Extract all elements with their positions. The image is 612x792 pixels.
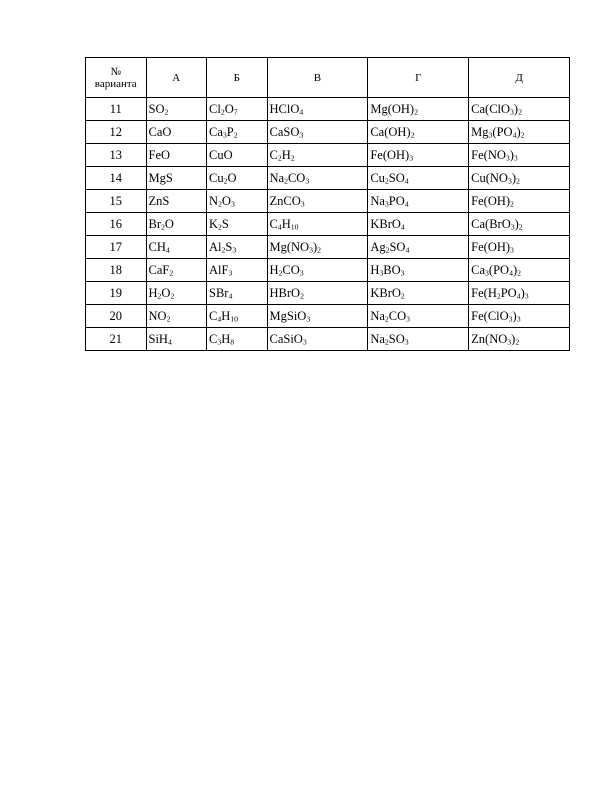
header-column-b: Б (207, 58, 268, 98)
formula-cell: $H_3BO_3$ (368, 259, 469, 282)
formula-cell: $Na_3PO_4$ (368, 190, 469, 213)
formula-cell: $C_4H_{10}$ (267, 213, 368, 236)
formula-cell: $SO_2$ (146, 98, 207, 121)
formula-cell: $Na_2CO_3$ (368, 305, 469, 328)
table-row (86, 167, 570, 190)
formula-cell: $Ca(BrO_3)_2$ (469, 213, 570, 236)
variant-number-cell: 13 (86, 144, 147, 167)
table-row (86, 328, 570, 351)
formula-cell: $CH_4$ (146, 236, 207, 259)
formula-cell: $Br_2O$ (146, 213, 207, 236)
formula-cell: $C_3H_8$ (207, 328, 268, 351)
formula-cell: $Ag_2SO_4$ (368, 236, 469, 259)
variant-number-cell: 16 (86, 213, 147, 236)
variant-number-cell: 20 (86, 305, 147, 328)
formula-cell: $Al_2S_3$ (207, 236, 268, 259)
number-symbol: № (110, 65, 121, 78)
variant-number-cell: 17 (86, 236, 147, 259)
formula-cell: $H_2CO_3$ (267, 259, 368, 282)
formula-cell: CaF$_2$ (146, 259, 207, 282)
formula-cell: $Cu_2SO_4$ (368, 167, 469, 190)
formula-cell: $Ca_3P_2$ (207, 121, 268, 144)
formula-cell: HBrO$_2$ (267, 282, 368, 305)
formula-cell: $Mg(OH)_2$ (368, 98, 469, 121)
formula-cell: $Mg_3(PO_4)_2$ (469, 121, 570, 144)
formula-cell: $Fe(NO_3)_3$ (469, 144, 570, 167)
formula-cell: $Ca_3(PO_4)_2$ (469, 259, 570, 282)
table-row (86, 144, 570, 167)
formula-cell: HClO$_4$ (267, 98, 368, 121)
formula-cell: $Mg(NO_3)_2$ (267, 236, 368, 259)
formula-cell: KBrO$_2$ (368, 282, 469, 305)
header-column-v: В (267, 58, 368, 98)
formula-cell: $H_2O_2$ (146, 282, 207, 305)
formula-cell: $Cu(NO_3)_2$ (469, 167, 570, 190)
number-label: варианта (94, 77, 137, 90)
header-column-a: А (146, 58, 207, 98)
formula-cell: $C_2H_2$ (267, 144, 368, 167)
table-row (86, 190, 570, 213)
formula-cell: $C_4H_{10}$ (207, 305, 268, 328)
formula-cell: CaSO$_3$ (267, 121, 368, 144)
formula-cell: $Na_2SO_3$ (368, 328, 469, 351)
variant-number-cell: 12 (86, 121, 147, 144)
header-variant-number (86, 58, 147, 98)
table-row (86, 213, 570, 236)
variant-number-cell: 19 (86, 282, 147, 305)
formula-cell: KBrO$_4$ (368, 213, 469, 236)
formula-cell: $NO_2$ (146, 305, 207, 328)
table-row (86, 305, 570, 328)
formula-cell: CaO (146, 121, 207, 144)
formula-cell: ZnCO$_3$ (267, 190, 368, 213)
formula-cell: SBr$_4$ (207, 282, 268, 305)
formula-cell: SiH$_4$ (146, 328, 207, 351)
formula-cell: FeO (146, 144, 207, 167)
variant-number-cell: 11 (86, 98, 147, 121)
formula-cell: $K_2S$ (207, 213, 268, 236)
variants-table (85, 57, 570, 351)
table-row (86, 282, 570, 305)
formula-cell: MgSiO$_3$ (267, 305, 368, 328)
formula-cell: $Cl_2O_7$ (207, 98, 268, 121)
header-column-g: Г (368, 58, 469, 98)
formula-cell: $Ca(ClO_3)_2$ (469, 98, 570, 121)
formula-cell: CuO (207, 144, 268, 167)
formula-cell: $Ca(OH)_2$ (368, 121, 469, 144)
formula-cell: AlF$_3$ (207, 259, 268, 282)
formula-cell: ZnS (146, 190, 207, 213)
formula-cell: MgS (146, 167, 207, 190)
table-body (86, 98, 570, 351)
formula-cell: $Fe(ClO_3)_3$ (469, 305, 570, 328)
variant-number-cell: 14 (86, 167, 147, 190)
formula-cell: $Na_2CO_3$ (267, 167, 368, 190)
table-row (86, 259, 570, 282)
table-row (86, 98, 570, 121)
formula-cell: $N_2O_3$ (207, 190, 268, 213)
variant-number-cell: 21 (86, 328, 147, 351)
header-column-d: Д (469, 58, 570, 98)
table-row (86, 121, 570, 144)
variant-number-cell: 18 (86, 259, 147, 282)
formula-cell: $Fe(OH)_2$ (469, 190, 570, 213)
variant-number-cell: 15 (86, 190, 147, 213)
formula-cell: $Fe(OH)_3$ (469, 236, 570, 259)
table-row (86, 236, 570, 259)
formula-cell: $Fe(OH)_3$ (368, 144, 469, 167)
table-header-row (86, 58, 570, 98)
formula-cell: $Fe(H_2PO_4)_3$ (469, 282, 570, 305)
formula-cell: $Cu_2O$ (207, 167, 268, 190)
formula-cell: CaSiO$_3$ (267, 328, 368, 351)
formula-cell: $Zn(NO_3)_2$ (469, 328, 570, 351)
